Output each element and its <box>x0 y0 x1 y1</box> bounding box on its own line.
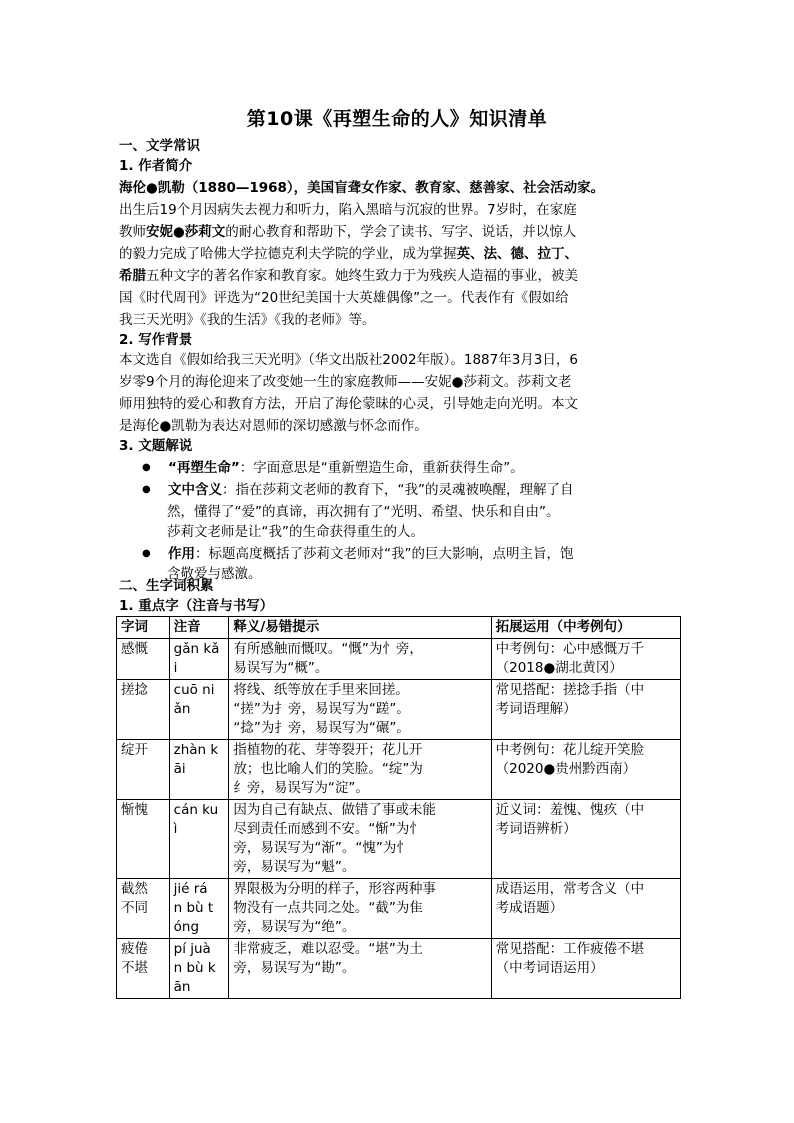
background-line-2: 岁零9个月的海伦迎来了改变她一生的家庭教师——安妮●莎莉文。莎莉文老 <box>119 374 572 390</box>
column-header-word: 字词 <box>117 617 170 639</box>
background-line-1: 本文选自《假如给我三天光明》（华文出版社2002年版）。1887年3月3日，6 <box>119 352 578 368</box>
bullet-item-2-line-2: 然，懂得了“爱”的真谛，再次拥有了“光明、希望、快乐和自由”。 <box>167 504 560 520</box>
author-line-6: 国《时代周刊》评选为“20世纪美国十大英雄偶像”之一。代表作有《假如给 <box>119 290 569 306</box>
author-line-2: 出生后19个月因病失去视力和听力，陷入黑暗与沉寂的世界。7岁时，在家庭 <box>119 202 577 218</box>
author-line-4: 的毅力完成了哈佛大学拉德克利夫学院的学业，成为掌握英、法、德、拉丁、 <box>119 246 578 262</box>
column-header-pinyin: 注音 <box>169 617 229 639</box>
table-row <box>117 680 681 740</box>
bullet-dot-icon: ● <box>142 462 151 473</box>
cell-pinyin: zhàn k āi <box>169 740 229 800</box>
cell-extension: 中考例句：花儿绽开笑脸 （2020●贵州黔西南） <box>491 740 680 800</box>
cell-definition: 将线、纸等放在手里来回搓。 “搓”为扌旁，易误写为“蹉”。 “捻”为扌旁，易误写为“碾”。 <box>229 680 491 740</box>
cell-word: 搓捻 <box>117 680 170 740</box>
cell-pinyin: pí juà n bù k ān <box>169 939 229 999</box>
page-title: 第10课《再塑生命的人》知识清单 <box>246 108 548 130</box>
table-row <box>117 639 681 680</box>
cell-extension: 成语运用，常考含义（中 考成语题） <box>491 879 680 939</box>
table-header-row <box>117 617 681 639</box>
cell-definition: 指植物的花、芽等裂开；花儿开 放；也比喻人们的笑脸。“绽”为 纟旁，易误写为“淀”。 <box>229 740 491 800</box>
cell-extension: 中考例句：心中感慨万千 （2018●湖北黄冈） <box>491 639 680 680</box>
section-heading-literature: 一、文学常识 <box>119 138 200 154</box>
subheading-title-explanation: 3. 文题解说 <box>119 438 193 454</box>
cell-definition: 界限极为分明的样子，形容两种事 物没有一点共同之处。“截”为隹 旁，易误写为“绝”。 <box>229 879 491 939</box>
bullet-item-3: ● 作用：标题高度概括了莎莉文老师对“我”的巨大影响，点明主旨，饱 <box>142 546 574 562</box>
cell-extension: 常见搭配：搓捻手指（中 考词语理解） <box>491 680 680 740</box>
cell-extension: 近义词：羞愧、愧疚（中 考词语辨析） <box>491 800 680 879</box>
cell-word: 惭愧 <box>117 800 170 879</box>
cell-word: 感慨 <box>117 639 170 680</box>
cell-definition: 因为自己有缺点、做错了事或未能 尽到责任而感到不安。“惭”为忄 旁，易误写为“渐”。“愧”为忄 旁，易误写为“魁”。 <box>229 800 491 879</box>
bullet-item-1: ● “再塑生命”：字面意思是“重新塑造生命，重新获得生命”。 <box>142 460 524 476</box>
cell-pinyin: gǎn kǎ i <box>169 639 229 680</box>
table-row <box>117 939 681 999</box>
table-row <box>117 740 681 800</box>
cell-definition: 非常疲乏，难以忍受。“堪”为土 旁，易误写为“勘”。 <box>229 939 491 999</box>
cell-definition: 有所感触而慨叹。“慨”为忄旁， 易误写为“概”。 <box>229 639 491 680</box>
bullet-dot-icon: ● <box>142 484 151 495</box>
cell-extension: 常见搭配：工作疲倦不堪 （中考词语运用） <box>491 939 680 999</box>
author-line-3: 教师安妮●莎莉文的耐心教育和帮助下，学会了读书、写字、说话，并以惊人 <box>119 224 577 240</box>
subheading-author: 1. 作者简介 <box>119 158 193 174</box>
column-header-definition: 释义/易错提示 <box>229 617 491 639</box>
subheading-background: 2. 写作背景 <box>119 332 193 348</box>
cell-pinyin: cán ku ì <box>169 800 229 879</box>
bullet-item-2: ● 文中含义：指在莎莉文老师的教育下，“我”的灵魂被唤醒，理解了自 <box>142 482 574 498</box>
background-line-3: 师用独特的爱心和教育方法，开启了海伦蒙昧的心灵，引导她走向光明。本文 <box>119 396 578 412</box>
bullet-item-2-line-3: 莎莉文老师是让“我”的生命获得重生的人。 <box>167 524 424 540</box>
section-heading-vocabulary: 二、生字词积累 <box>119 578 214 594</box>
cell-pinyin: jié rá n bù t óng <box>169 879 229 939</box>
background-line-4: 是海伦●凯勒为表达对恩师的深切感激与怀念而作。 <box>119 418 428 434</box>
vocabulary-table <box>116 616 681 999</box>
subheading-key-characters: 1. 重点字（注音与书写） <box>119 598 274 614</box>
bullet-dot-icon: ● <box>142 548 151 559</box>
cell-word: 截然 不同 <box>117 879 170 939</box>
author-line-1: 海伦●凯勒（1880—1968），美国盲聋女作家、教育家、慈善家、社会活动家。 <box>119 180 605 196</box>
cell-pinyin: cuō ni ǎn <box>169 680 229 740</box>
column-header-extension: 拓展运用（中考例句） <box>491 617 680 639</box>
author-line-5: 希腊五种文字的著名作家和教育家。她终生致力于为残疾人造福的事业，被美 <box>119 268 578 284</box>
table-row <box>117 879 681 939</box>
cell-word: 绽开 <box>117 740 170 800</box>
bullet-item-3-line-2: 含敬爱与感激。 <box>167 566 262 582</box>
cell-word: 疲倦 不堪 <box>117 939 170 999</box>
table-row <box>117 800 681 879</box>
author-line-7: 我三天光明》《我的生活》《我的老师》等。 <box>119 312 376 328</box>
